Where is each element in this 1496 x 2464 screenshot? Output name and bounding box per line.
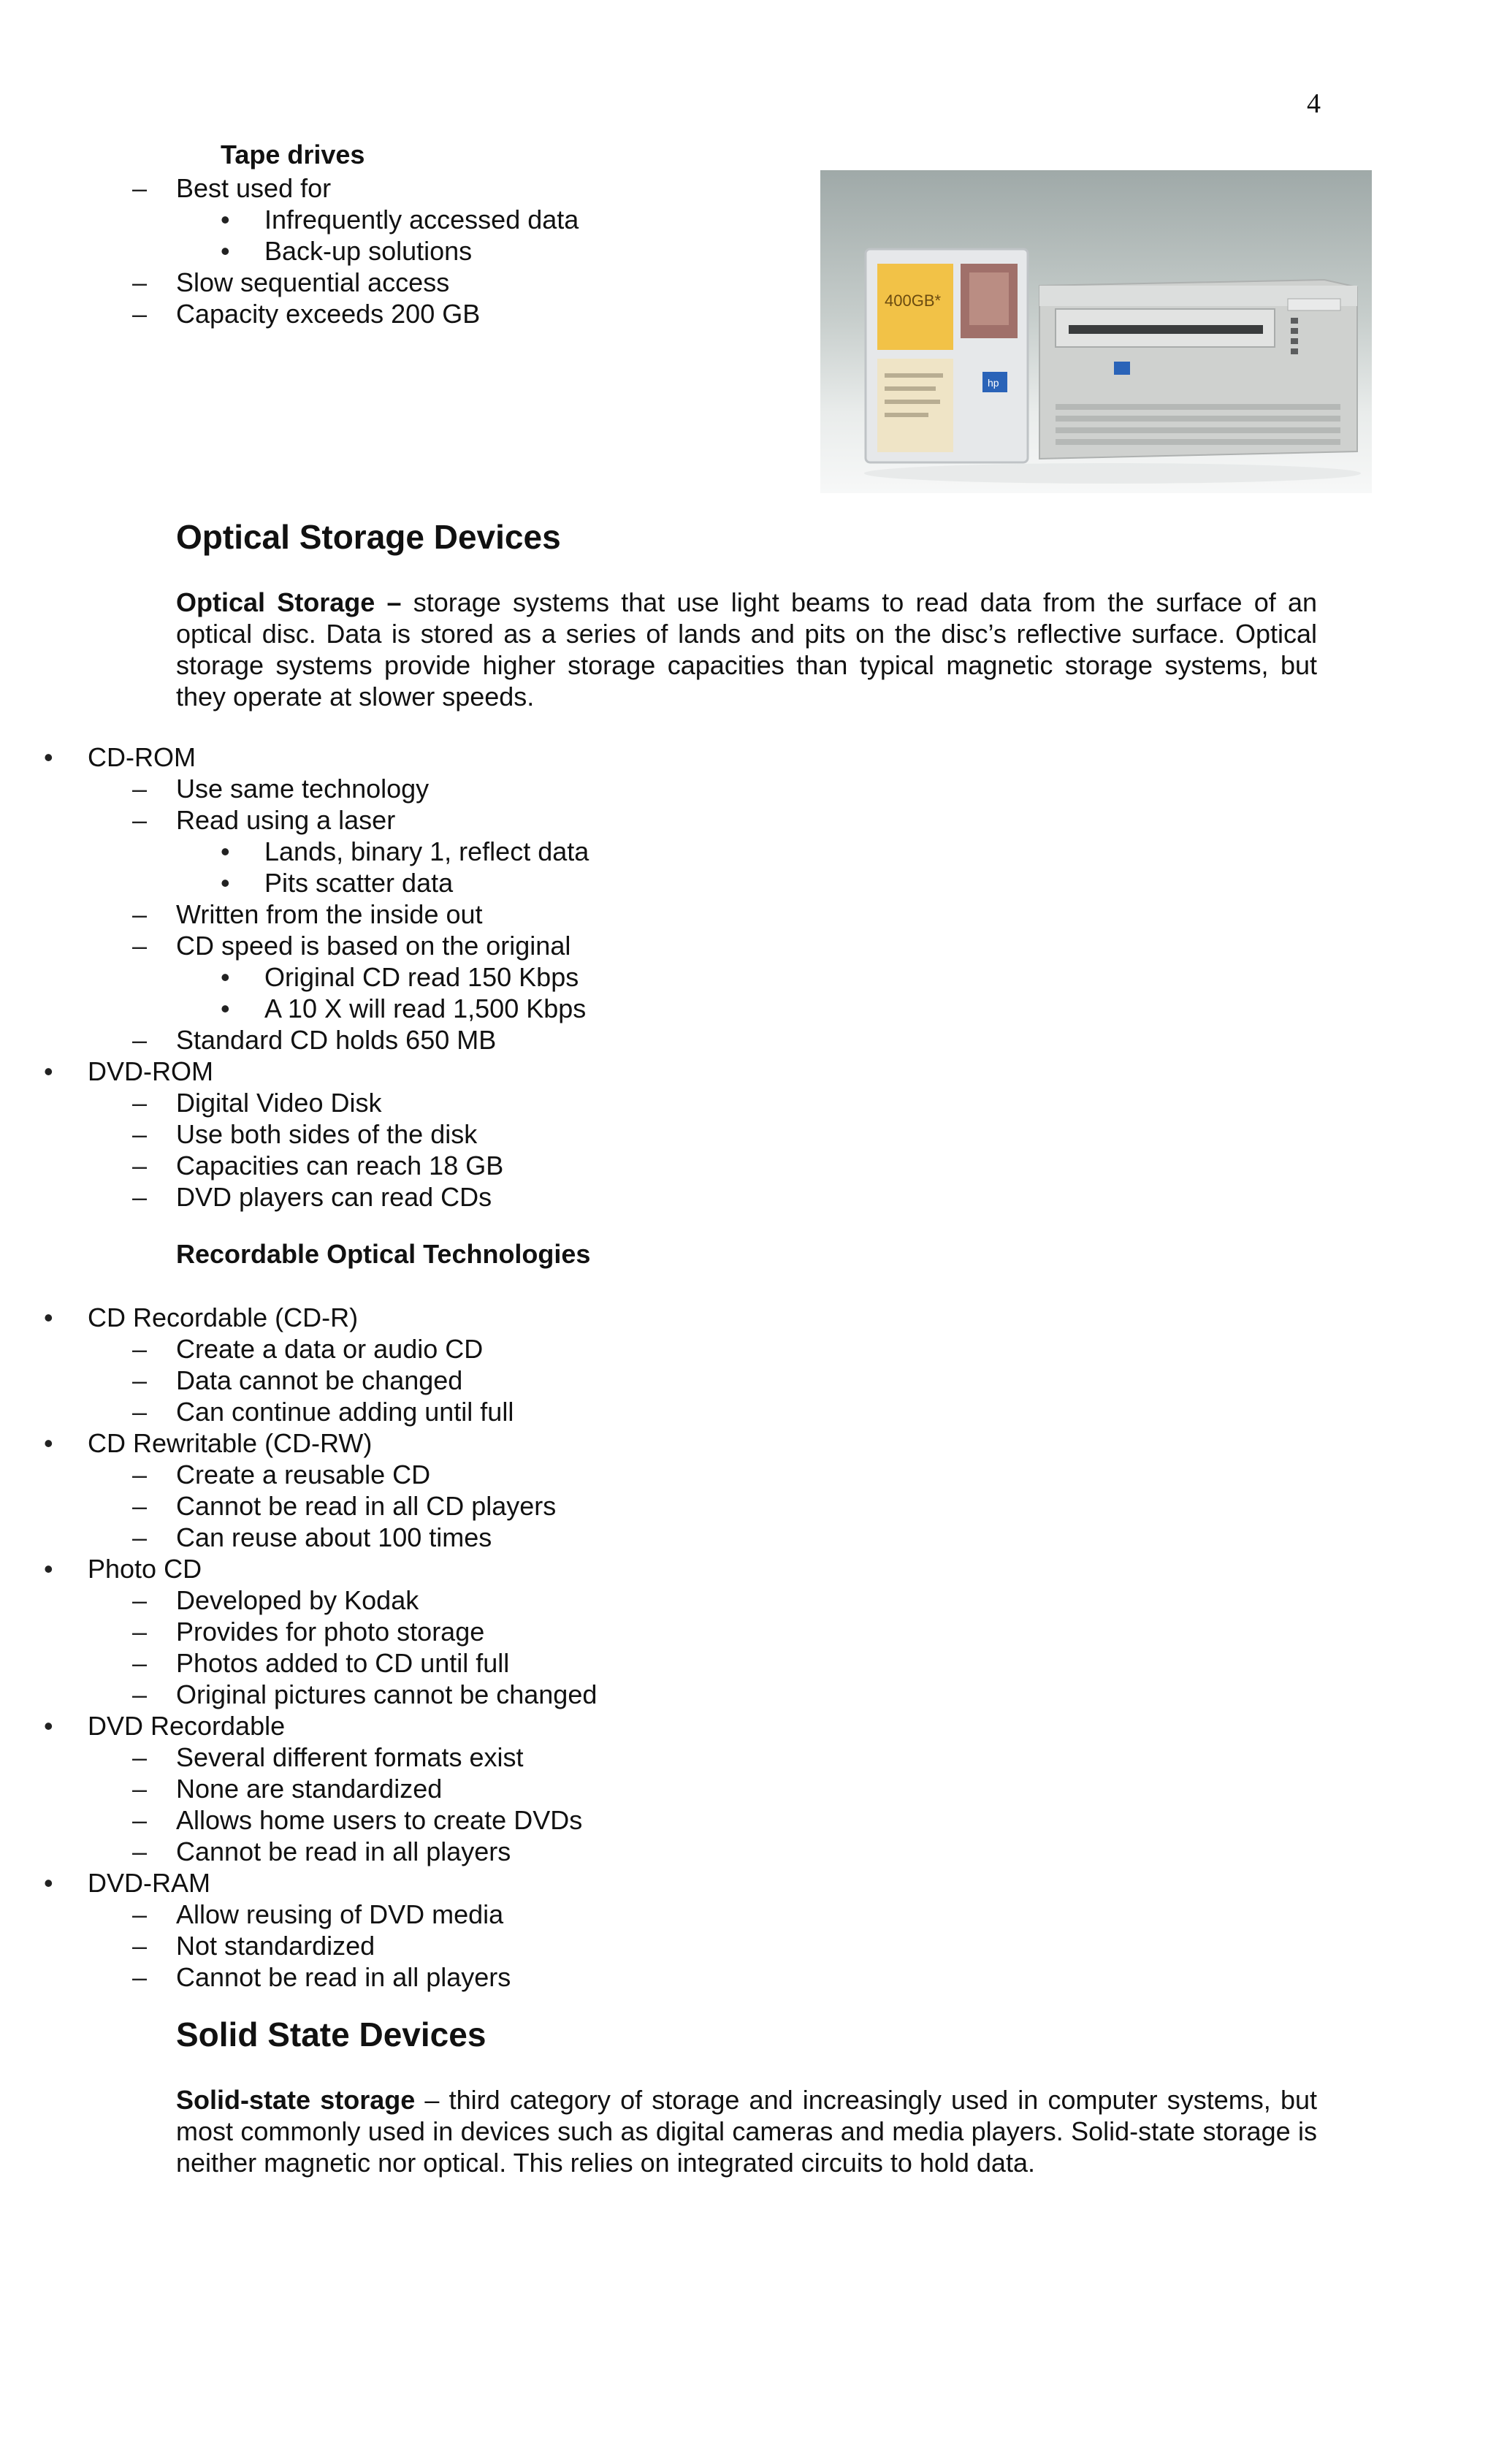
dash-marker: – bbox=[132, 1805, 148, 1835]
solid-state-term: Solid-state storage bbox=[176, 2085, 416, 2115]
bullet-marker: • bbox=[44, 1554, 53, 1584]
list-item bbox=[0, 1961, 597, 1993]
optical-storage-definition-text: storage systems that use light beams to read data from the surface of an optical disc. Data is stored as a series of lands and pits on the disc’s reflective surface. Optical storage systems provide higher storage capacities than typical magnetic storage systems, but they operate at slower speeds. bbox=[176, 587, 1317, 712]
list-item bbox=[0, 1118, 589, 1150]
list-item bbox=[0, 1804, 597, 1836]
list-item bbox=[0, 1773, 597, 1804]
tape-drives-list bbox=[0, 172, 579, 329]
list-item bbox=[0, 235, 579, 267]
dash-marker: – bbox=[132, 1182, 148, 1212]
dash-marker: – bbox=[132, 1334, 148, 1364]
list-item bbox=[0, 1553, 597, 1584]
dash-marker: – bbox=[132, 1742, 148, 1772]
list-item-text: A 10 X will read 1,500 Kbps bbox=[264, 993, 587, 1023]
solid-state-heading: Solid State Devices bbox=[176, 2015, 486, 2053]
list-item bbox=[0, 804, 589, 836]
list-item bbox=[0, 267, 579, 298]
list-item-text: Standard CD holds 650 MB bbox=[176, 1025, 497, 1055]
optical-list bbox=[0, 741, 589, 1213]
list-item bbox=[0, 1647, 597, 1679]
list-item bbox=[0, 1710, 597, 1742]
dash-marker: – bbox=[132, 1836, 148, 1866]
list-item-text: Create a data or audio CD bbox=[176, 1334, 484, 1364]
dash-marker: – bbox=[132, 1522, 148, 1552]
page-number: 4 bbox=[1307, 88, 1321, 119]
list-item-text: Slow sequential access bbox=[176, 267, 450, 297]
dash-marker: – bbox=[132, 1151, 148, 1180]
list-item-text: Capacity exceeds 200 GB bbox=[176, 299, 481, 329]
list-item-text: Cannot be read in all players bbox=[176, 1836, 511, 1866]
list-item bbox=[0, 1150, 589, 1181]
list-item-text: Original CD read 150 Kbps bbox=[264, 962, 579, 992]
bullet-marker: • bbox=[44, 1428, 53, 1458]
list-item bbox=[0, 930, 589, 961]
list-item bbox=[0, 1584, 597, 1616]
tape-drive-photo bbox=[820, 170, 1372, 493]
list-item bbox=[0, 1365, 597, 1396]
list-item-text: Developed by Kodak bbox=[176, 1585, 419, 1615]
list-item-text: None are standardized bbox=[176, 1774, 443, 1804]
list-item bbox=[0, 1899, 597, 1930]
list-item-text: Read using a laser bbox=[176, 805, 396, 835]
list-item-text: Original pictures cannot be changed bbox=[176, 1679, 598, 1709]
list-item-text: Provides for photo storage bbox=[176, 1617, 485, 1647]
bullet-marker: • bbox=[221, 993, 230, 1023]
dash-marker: – bbox=[132, 1962, 148, 1992]
list-item-text: Written from the inside out bbox=[176, 899, 483, 929]
dash-marker: – bbox=[132, 1931, 148, 1961]
dash-marker: – bbox=[132, 1365, 148, 1395]
dash-marker: – bbox=[132, 899, 148, 929]
list-item bbox=[0, 204, 579, 235]
list-item bbox=[0, 1836, 597, 1867]
list-item-text: DVD Recordable bbox=[88, 1711, 286, 1741]
optical-storage-heading: Optical Storage Devices bbox=[176, 518, 561, 556]
list-item-text: Cannot be read in all CD players bbox=[176, 1491, 557, 1521]
list-item bbox=[0, 1181, 589, 1213]
solid-state-definition-text: – third category of storage and increasingly used in computer systems, but most commonly used in devices such as digital cameras and media players. Solid-state storage is neither magnetic nor optical. This relies on integrated circuits to hold data. bbox=[176, 2085, 1317, 2178]
dash-marker: – bbox=[132, 299, 148, 329]
list-item-text: Can continue adding until full bbox=[176, 1397, 514, 1427]
bullet-marker: • bbox=[221, 836, 230, 866]
bullet-marker: • bbox=[44, 742, 53, 772]
list-item bbox=[0, 867, 589, 899]
list-item bbox=[0, 1427, 597, 1459]
optical-storage-definition bbox=[176, 587, 1317, 712]
list-item bbox=[0, 172, 579, 204]
list-item bbox=[0, 1930, 597, 1961]
list-item-text: DVD-ROM bbox=[88, 1056, 213, 1086]
dash-marker: – bbox=[132, 173, 148, 203]
bullet-marker: • bbox=[44, 1711, 53, 1741]
tape-drives-title: Tape drives bbox=[221, 140, 365, 169]
hp-logo-icon: hp bbox=[988, 377, 999, 389]
list-item bbox=[0, 773, 589, 804]
list-item-text: Use both sides of the disk bbox=[176, 1119, 478, 1149]
list-item-text: Best used for bbox=[176, 173, 332, 203]
list-item bbox=[0, 1490, 597, 1522]
list-item bbox=[0, 1616, 597, 1647]
dash-marker: – bbox=[132, 1397, 148, 1427]
bullet-marker: • bbox=[221, 962, 230, 992]
solid-state-definition bbox=[176, 2084, 1317, 2178]
list-item-text: Back-up solutions bbox=[264, 236, 473, 266]
list-item-text: CD Recordable (CD-R) bbox=[88, 1302, 359, 1332]
bullet-marker: • bbox=[44, 1056, 53, 1086]
dash-marker: – bbox=[132, 931, 148, 961]
bullet-marker: • bbox=[44, 1302, 53, 1332]
list-item-text: Several different formats exist bbox=[176, 1742, 524, 1772]
dash-marker: – bbox=[132, 1774, 148, 1804]
list-item-text: Cannot be read in all players bbox=[176, 1962, 511, 1992]
recordable-list bbox=[0, 1302, 597, 1993]
list-item-text: Use same technology bbox=[176, 774, 430, 804]
list-item bbox=[0, 1396, 597, 1427]
cartridge-label: 400GB* bbox=[885, 291, 942, 310]
list-item-text: Not standardized bbox=[176, 1931, 375, 1961]
dash-marker: – bbox=[132, 1491, 148, 1521]
bullet-marker: • bbox=[221, 205, 230, 234]
list-item bbox=[0, 836, 589, 867]
dash-marker: – bbox=[132, 774, 148, 804]
list-item-text: Photos added to CD until full bbox=[176, 1648, 510, 1678]
dash-marker: – bbox=[132, 1119, 148, 1149]
list-item-text: Infrequently accessed data bbox=[264, 205, 579, 234]
list-item bbox=[0, 1056, 589, 1087]
list-item-text: CD-ROM bbox=[88, 742, 196, 772]
list-item-text: Digital Video Disk bbox=[176, 1088, 382, 1118]
dash-marker: – bbox=[132, 1585, 148, 1615]
list-item bbox=[0, 741, 589, 773]
list-item-text: Photo CD bbox=[88, 1554, 202, 1584]
list-item bbox=[0, 899, 589, 930]
dash-marker: – bbox=[132, 1679, 148, 1709]
list-item-text: Allows home users to create DVDs bbox=[176, 1805, 583, 1835]
list-item-text: CD speed is based on the original bbox=[176, 931, 571, 961]
dash-marker: – bbox=[132, 1088, 148, 1118]
list-item bbox=[0, 1087, 589, 1118]
dash-marker: – bbox=[132, 1617, 148, 1647]
list-item bbox=[0, 1302, 597, 1333]
list-item-text: Create a reusable CD bbox=[176, 1460, 431, 1490]
bullet-marker: • bbox=[221, 868, 230, 898]
list-item bbox=[0, 1522, 597, 1553]
list-item bbox=[0, 1679, 597, 1710]
list-item bbox=[0, 1742, 597, 1773]
dash-marker: – bbox=[132, 1899, 148, 1929]
list-item-text: Data cannot be changed bbox=[176, 1365, 463, 1395]
dash-marker: – bbox=[132, 267, 148, 297]
list-item-text: Capacities can reach 18 GB bbox=[176, 1151, 504, 1180]
list-item-text: Can reuse about 100 times bbox=[176, 1522, 492, 1552]
list-item bbox=[0, 298, 579, 329]
dash-marker: – bbox=[132, 1025, 148, 1055]
list-item-text: Lands, binary 1, reflect data bbox=[264, 836, 589, 866]
dash-marker: – bbox=[132, 1460, 148, 1490]
list-item-text: DVD players can read CDs bbox=[176, 1182, 492, 1212]
recordable-title: Recordable Optical Technologies bbox=[176, 1239, 591, 1269]
bullet-marker: • bbox=[221, 236, 230, 266]
list-item bbox=[0, 1459, 597, 1490]
list-item bbox=[0, 1024, 589, 1056]
dash-marker: – bbox=[132, 1648, 148, 1678]
list-item bbox=[0, 1333, 597, 1365]
list-item-text: CD Rewritable (CD-RW) bbox=[88, 1428, 373, 1458]
list-item-text: Allow reusing of DVD media bbox=[176, 1899, 504, 1929]
bullet-marker: • bbox=[44, 1868, 53, 1898]
list-item bbox=[0, 1867, 597, 1899]
list-item-text: DVD-RAM bbox=[88, 1868, 210, 1898]
list-item-text: Pits scatter data bbox=[264, 868, 454, 898]
optical-storage-term: Optical Storage – bbox=[176, 587, 402, 617]
list-item bbox=[0, 961, 589, 993]
list-item bbox=[0, 993, 589, 1024]
dash-marker: – bbox=[132, 805, 148, 835]
